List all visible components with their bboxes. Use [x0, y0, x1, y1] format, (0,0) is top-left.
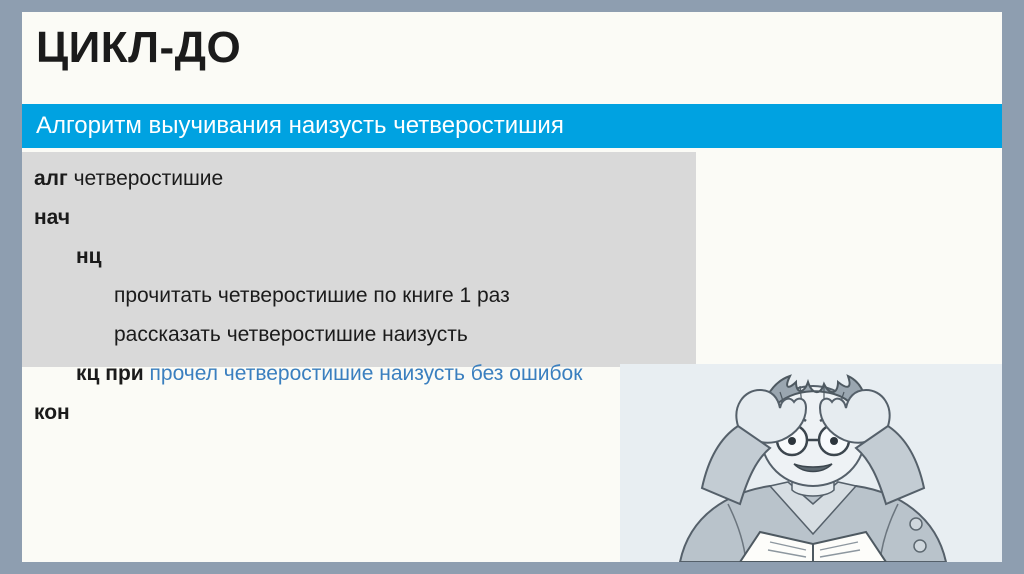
- title-area: [22, 12, 1002, 90]
- code-line: [34, 205, 694, 231]
- code-line: [34, 283, 694, 309]
- algorithm-code-lines: [34, 166, 694, 439]
- code-text: четверостишие: [73, 167, 224, 190]
- subtitle-text: Алгоритм выучивания наизусть четверостишия: [36, 112, 564, 139]
- code-text: рассказать четверостишие наизусть: [114, 323, 468, 346]
- code-keyword: кон: [34, 401, 70, 424]
- slide-content: [22, 12, 1002, 562]
- code-line: [34, 400, 694, 426]
- code-keyword: алг: [34, 167, 74, 190]
- code-line: [34, 244, 694, 270]
- code-line: [34, 166, 694, 192]
- subtitle-banner: [22, 104, 1002, 148]
- code-line: [34, 361, 694, 387]
- code-condition-text: прочел четверостишие наизусть без ошибок: [149, 362, 583, 385]
- algorithm-code-block: [22, 152, 696, 424]
- code-keyword: нц: [76, 245, 102, 268]
- illustration-image: [620, 364, 1002, 562]
- code-keyword: кц при: [76, 362, 150, 385]
- code-line: [34, 322, 694, 348]
- boy-holding-head-reading-book-icon: [620, 364, 1002, 562]
- page-title: ЦИКЛ-ДО: [36, 23, 242, 72]
- code-keyword: нач: [34, 206, 71, 229]
- code-text: прочитать четверостишие по книге 1 раз: [114, 284, 510, 307]
